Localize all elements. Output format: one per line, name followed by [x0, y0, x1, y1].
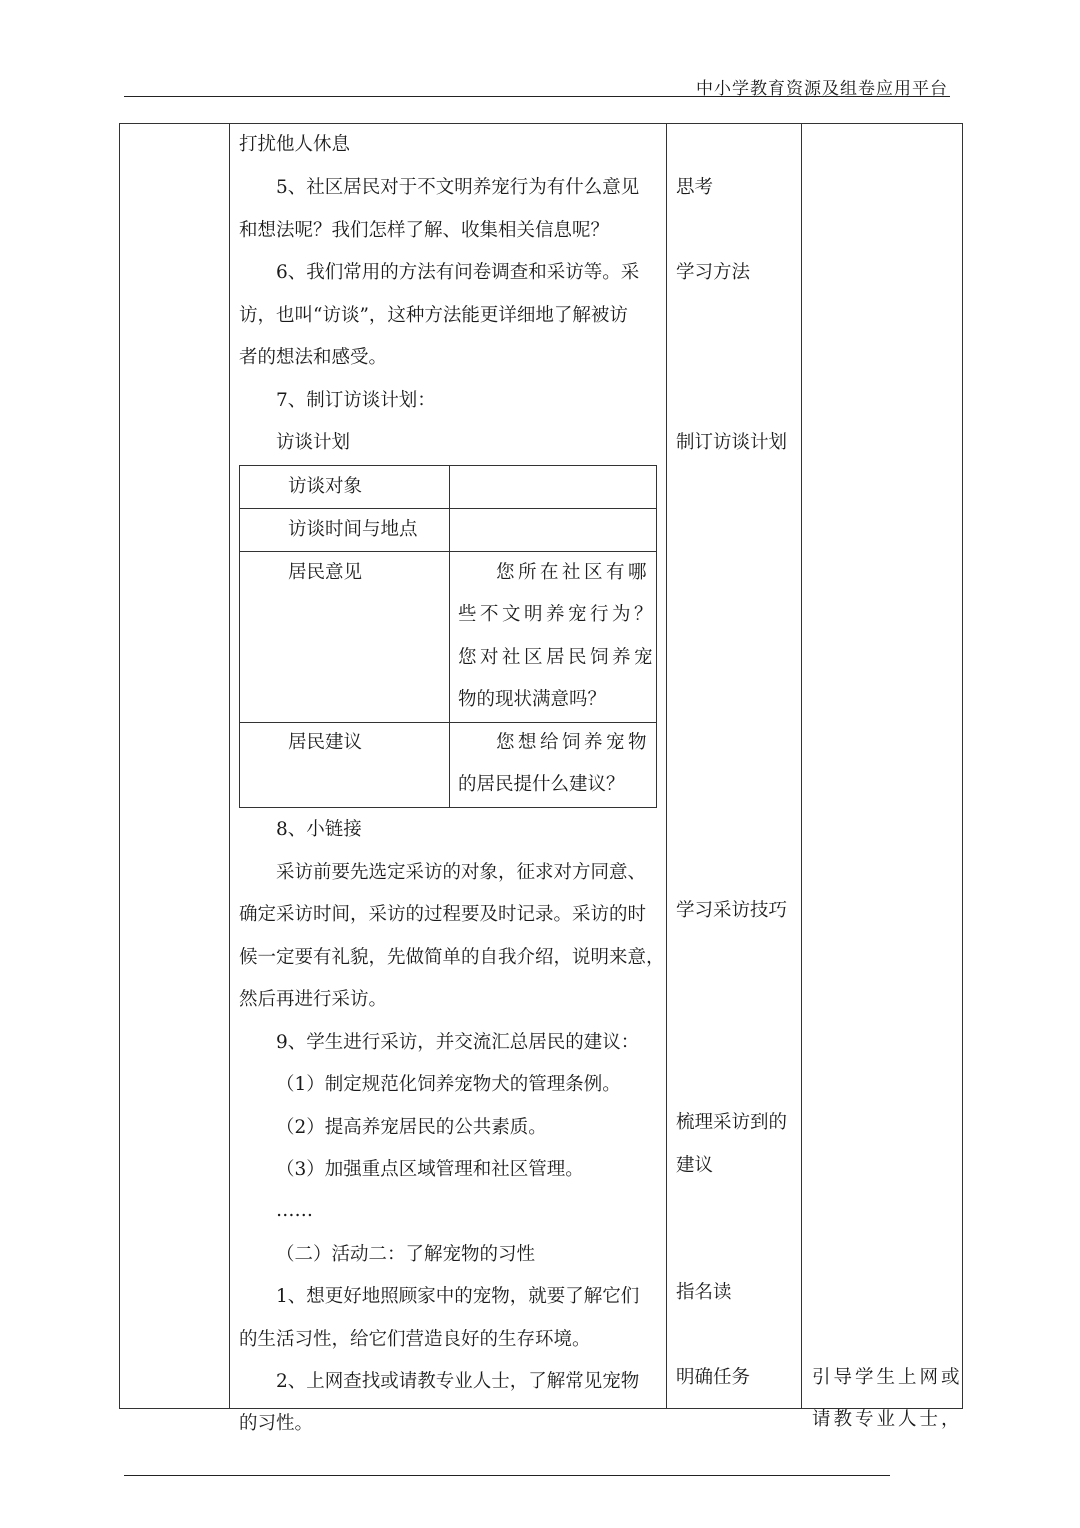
activity-note: 指名读	[676, 1282, 732, 1303]
plan-table-rule	[240, 551, 656, 552]
lesson-plan-table	[119, 123, 963, 1434]
intent-line: 请教专业人士，	[812, 1409, 963, 1430]
content-line: 8、小链接	[276, 819, 362, 840]
content-line: （1）制定规范化饲养宠物犬的管理条例。	[276, 1074, 621, 1095]
content-line: 2、上网查找或请教专业人士，了解常见宠物	[276, 1371, 640, 1392]
header-rule	[124, 96, 950, 97]
content-line: 者的想法和感受。	[239, 347, 388, 368]
content-line: 采访前要先选定采访的对象，征求对方同意、	[276, 862, 647, 883]
content-line: 和想法呢？我们怎样了解、收集相关信息呢？	[239, 220, 610, 241]
content-line: 9、学生进行采访，并交流汇总居民的建议：	[276, 1032, 640, 1053]
content-line: （3）加强重点区域管理和社区管理。	[276, 1159, 584, 1180]
activity-note: 制订访谈计划	[676, 432, 788, 453]
plan-row-value: 些不文明养宠行为？	[458, 604, 657, 625]
activity-note: 建议	[676, 1155, 714, 1176]
content-line: 然后再进行采访。	[239, 989, 388, 1010]
column-divider	[229, 124, 230, 1408]
content-line: 5、社区居民对于不文明养宠行为有什么意见	[276, 177, 640, 198]
plan-row-value: 您所在社区有哪	[496, 562, 651, 583]
content-line: 1、想更好地照顾家中的宠物，就要了解它们	[276, 1286, 640, 1307]
content-line: 打扰他人休息	[239, 134, 351, 155]
plan-row-value: 物的现状满意吗？	[458, 689, 607, 710]
plan-row-value: 您对社区居民饲养宠	[458, 647, 657, 668]
content-line: 6、我们常用的方法有问卷调查和采访等。采	[276, 262, 640, 283]
plan-table-rule	[240, 722, 656, 723]
interview-plan-table	[239, 465, 657, 808]
plan-table-rule	[240, 508, 656, 509]
content-line: 访，也叫“访谈”，这种方法能更详细地了解被访	[239, 305, 628, 326]
content-line: 的生活习性，给它们营造良好的生存环境。	[239, 1329, 591, 1350]
content-line: （2）提高养宠居民的公共素质。	[276, 1117, 547, 1138]
header-title: 中小学教育资源及组卷应用平台	[696, 79, 948, 99]
column-divider	[666, 124, 667, 1408]
content-line: （二）活动二：了解宠物的习性	[276, 1244, 536, 1265]
footer-rule	[124, 1475, 890, 1476]
content-line: 7、制订访谈计划：	[276, 390, 436, 411]
plan-row-value: 的居民提什么建议？	[458, 774, 625, 795]
plan-row-label: 访谈时间与地点	[288, 519, 418, 540]
activity-note: 明确任务	[676, 1367, 751, 1388]
intent-line: 引导学生上网或	[812, 1367, 963, 1388]
content-line: 访谈计划	[276, 432, 351, 453]
content-line: 确定采访时间，采访的过程要及时记录。采访的时	[239, 904, 647, 925]
activity-note: 学习采访技巧	[676, 900, 788, 921]
plan-row-label: 居民意见	[288, 562, 363, 583]
plan-row-label: 访谈对象	[288, 476, 363, 497]
content-line: ……	[276, 1200, 313, 1221]
column-divider	[801, 124, 802, 1408]
plan-row-label: 居民建议	[288, 732, 363, 753]
activity-note: 思考	[676, 177, 714, 198]
activity-note: 梳理采访到的	[676, 1112, 788, 1133]
content-line: 的习性。	[239, 1413, 314, 1434]
activity-note: 学习方法	[676, 262, 751, 283]
content-line: 候一定要有礼貌，先做简单的自我介绍，说明来意，	[239, 947, 665, 968]
plan-row-value: 您想给饲养宠物	[496, 732, 651, 753]
plan-table-divider	[449, 466, 450, 807]
